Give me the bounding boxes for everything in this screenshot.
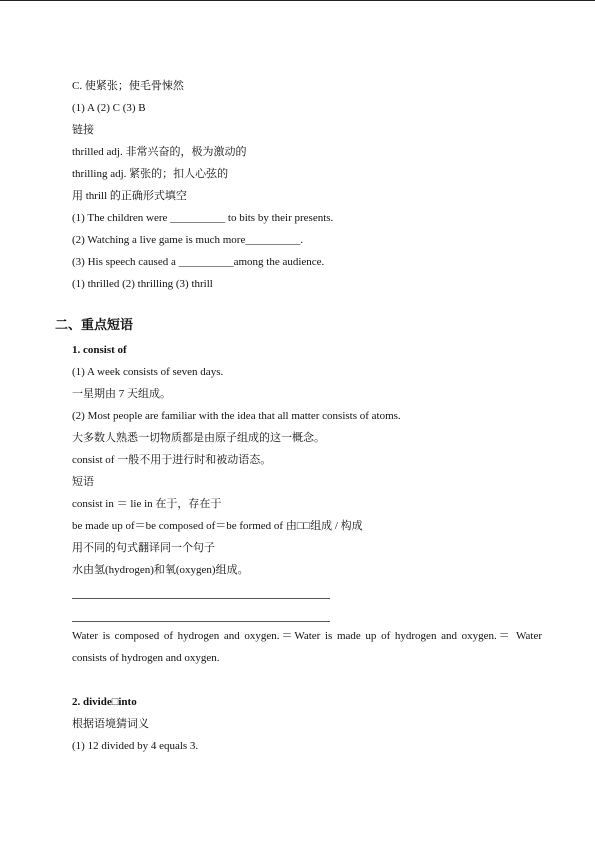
answer-line: (1) thrilled (2) thrilling (3) thrill — [72, 278, 213, 290]
example-line: (1) A week consists of seven days. — [72, 366, 224, 378]
page-top-border — [0, 0, 595, 1]
text-line: 根据语境猜词义 — [72, 718, 149, 730]
exercise-line: (3) His speech caused a __________among the audience. — [72, 256, 325, 268]
answer-blank-line — [72, 598, 330, 599]
section-heading: 二、重点短语 — [55, 318, 134, 333]
text-line: (1) A (2) C (3) B — [72, 102, 146, 114]
phrase-title: 2. divide□into — [72, 696, 137, 708]
translation-line: 大多数人熟悉一切物质都是由原子组成的这一概念。 — [72, 432, 325, 444]
example-line: (1) 12 divided by 4 equals 3. — [72, 740, 199, 752]
translation-line: 一星期由 7 天组成。 — [72, 388, 171, 400]
note-line: consist of 一般不用于进行时和被动语态。 — [72, 454, 272, 466]
text-line: be made up of＝be composed of＝be formed of 由□□组成 / 构成 — [72, 520, 363, 532]
exercise-line: (2) Watching a live game is much more__________. — [72, 234, 304, 246]
answer-paragraph: Water is composed of hydrogen and oxygen.＝Water is made up of hydrogen and oxygen.＝ Water consists of hydrogen and oxygen. — [72, 630, 542, 664]
phrase-title: 1. consist of — [72, 344, 127, 356]
exercise-line: (1) The children were __________ to bits by their presents. — [72, 212, 334, 224]
text-line: C. 使紧张；使毛骨悚然 — [72, 80, 184, 92]
text-line: 链接 — [72, 124, 94, 136]
answer-blank-line — [72, 621, 330, 622]
example-line: (2) Most people are familiar with the idea that all matter consists of atoms. — [72, 410, 401, 422]
text-line: thrilling adj. 紧张的；扣人心弦的 — [72, 168, 229, 180]
text-line: 短语 — [72, 476, 94, 488]
text-line: consist in ＝ lie in 在于，存在于 — [72, 498, 222, 510]
text-line: 水由氢(hydrogen)和氧(oxygen)组成。 — [72, 564, 249, 576]
text-line: 用不同的句式翻译同一个句子 — [72, 542, 215, 554]
text-line: 用 thrill 的正确形式填空 — [72, 190, 187, 202]
text-line: thrilled adj. 非常兴奋的，极为激动的 — [72, 146, 247, 158]
